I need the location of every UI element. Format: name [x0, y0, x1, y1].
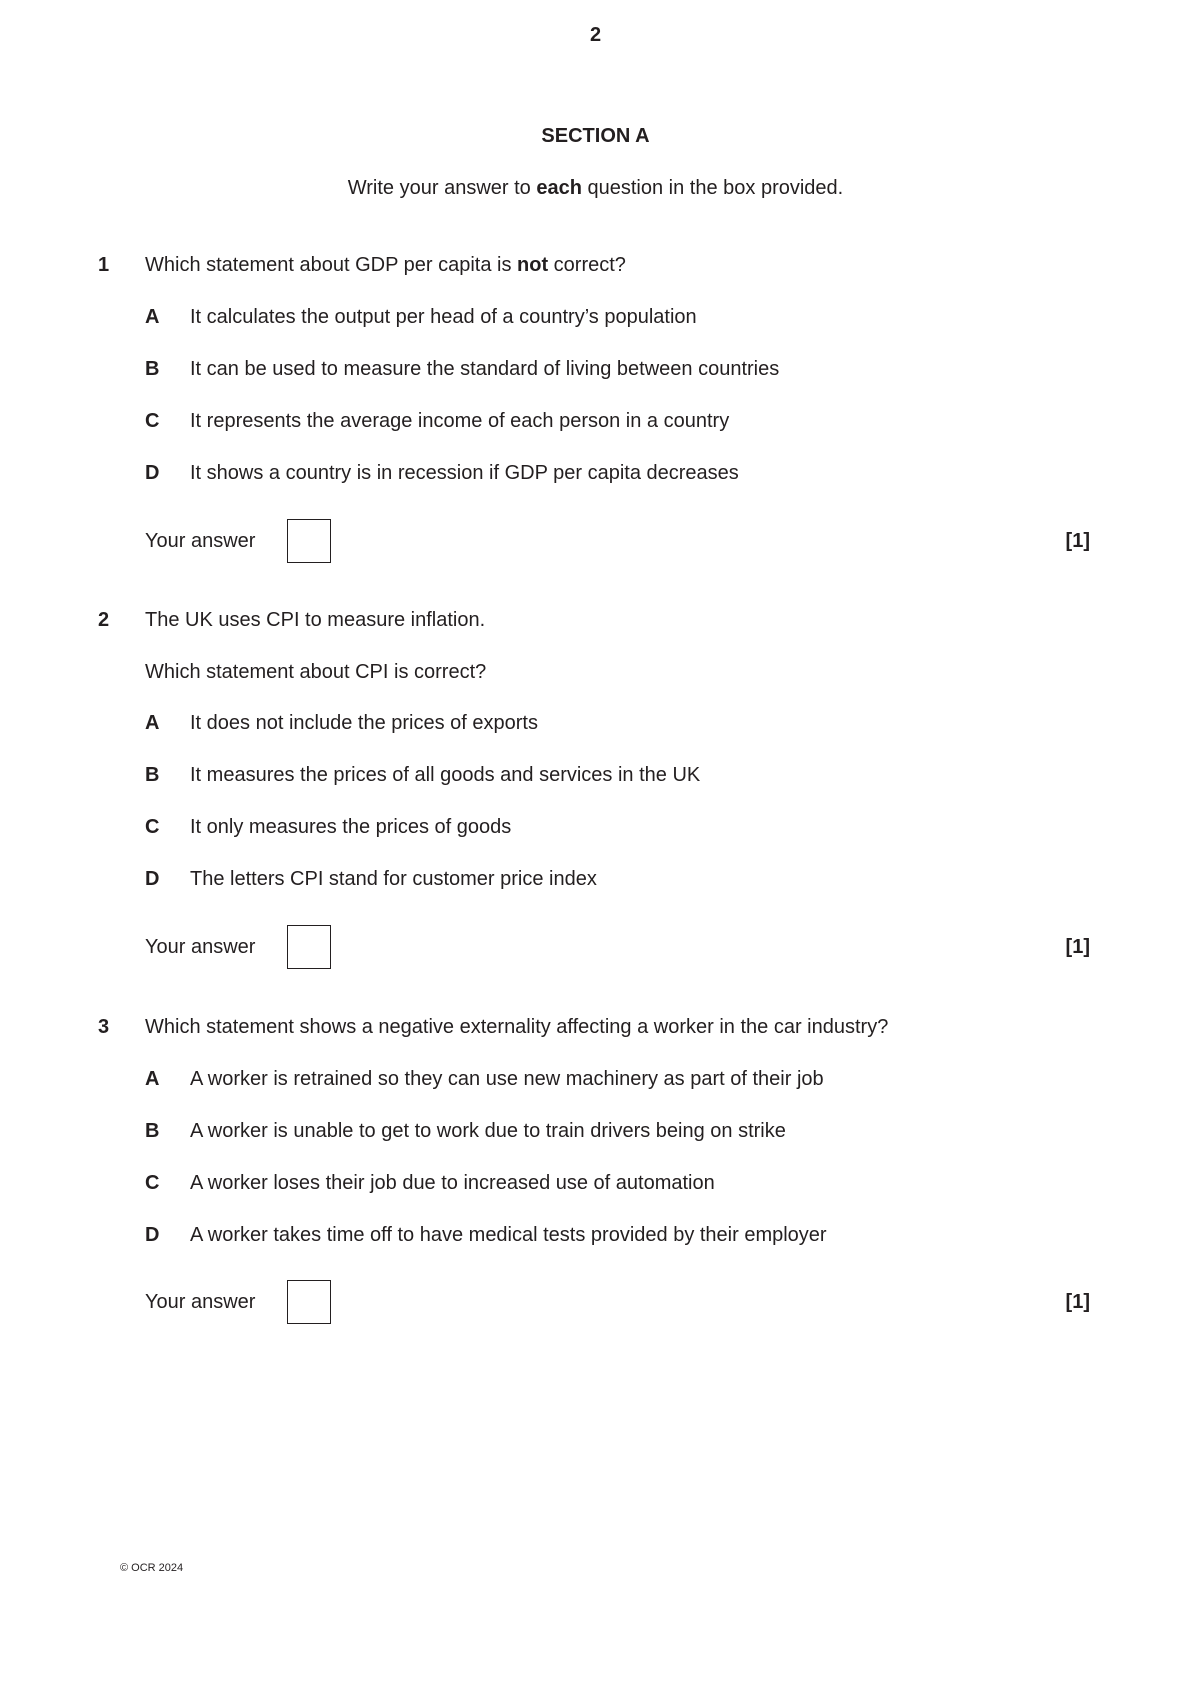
answer-label: Your answer	[145, 936, 256, 958]
answer-label: Your answer	[145, 1291, 256, 1313]
option-text: A worker is unable to get to work due to train drivers being on strike	[190, 1120, 786, 1142]
option-text: It represents the average income of each person in a country	[190, 410, 730, 432]
option-letter: C	[145, 816, 160, 838]
option-text: It only measures the prices of goods	[190, 816, 512, 838]
option-text: The letters CPI stand for customer price index	[190, 868, 597, 890]
option-letter: D	[145, 462, 160, 484]
option-letter: B	[145, 358, 160, 380]
option-letter: A	[145, 712, 160, 734]
mark-allocation: [1]	[1065, 1291, 1090, 1313]
answer-box[interactable]	[287, 1280, 331, 1324]
option-text: It shows a country is in recession if GDP per capita decreases	[190, 462, 739, 484]
option-letter: A	[145, 1068, 160, 1090]
option-text: It measures the prices of all goods and services in the UK	[190, 764, 701, 786]
question-number: 1	[98, 254, 110, 276]
mark-allocation: [1]	[1065, 936, 1090, 958]
question-substem: Which statement about CPI is correct?	[145, 661, 487, 683]
option-text: A worker takes time off to have medical tests provided by their employer	[190, 1224, 827, 1246]
option-letter: C	[145, 410, 160, 432]
answer-box[interactable]	[287, 519, 331, 563]
question-number: 2	[98, 609, 110, 631]
question-stem: Which statement about GDP per capita is not correct?	[145, 254, 626, 276]
instruction-text: Write your answer to each question in the box provided.	[347, 177, 844, 199]
copyright-footer: © OCR 2024	[120, 1562, 184, 1574]
option-text: It does not include the prices of exports	[190, 712, 538, 734]
question-stem: The UK uses CPI to measure inflation.	[145, 609, 486, 631]
option-text: A worker is retrained so they can use new machinery as part of their job	[190, 1068, 824, 1090]
option-text: A worker loses their job due to increased use of automation	[190, 1172, 715, 1194]
option-text: It can be used to measure the standard of living between countries	[190, 358, 780, 380]
option-letter: B	[145, 764, 160, 786]
question-stem: Which statement shows a negative externality affecting a worker in the car industry?	[145, 1016, 889, 1038]
section-title: SECTION A	[541, 125, 650, 147]
option-letter: D	[145, 1224, 160, 1246]
page-number: 2	[589, 24, 602, 46]
option-letter: C	[145, 1172, 160, 1194]
option-text: It calculates the output per head of a country’s population	[190, 306, 697, 328]
answer-label: Your answer	[145, 530, 256, 552]
option-letter: D	[145, 868, 160, 890]
question-number: 3	[98, 1016, 110, 1038]
answer-box[interactable]	[287, 925, 331, 969]
mark-allocation: [1]	[1065, 530, 1090, 552]
option-letter: B	[145, 1120, 160, 1142]
option-letter: A	[145, 306, 160, 328]
